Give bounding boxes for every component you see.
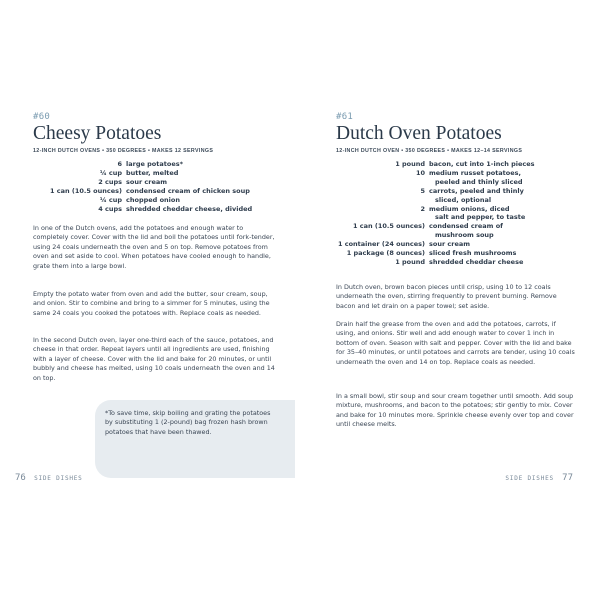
ingredient-amount: 10 xyxy=(415,168,425,177)
ingredient-item-continued: mushroom soup xyxy=(435,231,494,240)
section-name: SIDE DISHES xyxy=(505,475,554,482)
ingredient-amount xyxy=(295,213,425,222)
ingredient-row xyxy=(295,213,590,222)
instruction-paragraph: Drain half the grease from the oven and add the potatoes, carrots, if using, and onions. Stir well and add enough water to cover 1 inch in bottom of oven. Season with salt and pepper. Cover with the lid and bake for 35–40 minutes, or until potatoes and carrots are tender, using 10 coals underneath the oven and 14 on top. Replace coals as needed. xyxy=(336,320,575,366)
ingredient-amount: 1 can (10.5 ounces) xyxy=(352,222,425,231)
ingredient-item: sliced fresh mushrooms xyxy=(429,249,517,258)
ingredient-amount: ¼ cup xyxy=(99,195,122,204)
page-footer xyxy=(505,473,573,483)
recipe-number: #60 xyxy=(33,112,51,122)
ingredient-item: carrots, peeled and thinly xyxy=(429,186,524,195)
instruction-paragraph: Empty the potato water from oven and add the butter, sour cream, soup, and onion. Stir to combine and bring to a simmer for 5 minutes, using the same 24 coals you cooked the potatoes with. Replace coals as needed. xyxy=(33,290,270,317)
instruction-paragraph: In Dutch oven, brown bacon pieces until crisp, using 10 to 12 coals underneath the oven, stirring frequently to prevent burning. Remove bacon and let drain on a paper towel; set aside. xyxy=(336,283,557,310)
right-page xyxy=(295,0,590,590)
ingredient-amount: 1 container (24 ounces) xyxy=(337,240,425,249)
recipe-title: Cheesy Potatoes xyxy=(33,123,162,144)
ingredient-item-continued: peeled and thinly sliced xyxy=(435,177,523,186)
ingredient-list xyxy=(295,160,590,267)
ingredient-item: shredded cheddar cheese, divided xyxy=(126,204,253,213)
ingredient-row xyxy=(0,196,295,205)
ingredient-row xyxy=(295,249,590,258)
page-number: 77 xyxy=(562,473,573,483)
ingredient-row xyxy=(0,178,295,187)
ingredient-item: large potatoes* xyxy=(126,160,184,168)
ingredient-amount: 2 cups xyxy=(98,177,122,186)
ingredient-item: salt and pepper, to taste xyxy=(435,213,526,222)
recipe-subtitle: 12-INCH DUTCH OVEN • 350 DEGREES • MAKES 12–14 SERVINGS xyxy=(336,148,523,154)
ingredient-list xyxy=(0,160,295,213)
ingredient-item: bacon, cut into 1-inch pieces xyxy=(429,160,535,168)
ingredient-item: medium russet potatoes, xyxy=(429,168,522,177)
ingredient-item: sour cream xyxy=(126,177,168,186)
ingredient-amount: 5 xyxy=(420,186,425,195)
recipe-title: Dutch Oven Potatoes xyxy=(336,123,502,144)
instruction-paragraph: In one of the Dutch ovens, add the potatoes and enough water to completely cover. Cover with the lid and boil the potatoes until fork-tender, using 24 coals underneath the oven and 5 on top. Remove potatoes from oven and set aside to cool. When potatoes have cooled enough to handle, grate them into a large bowl. xyxy=(33,224,275,270)
ingredient-row xyxy=(295,240,590,249)
ingredient-row xyxy=(295,196,590,205)
ingredient-row xyxy=(295,205,590,214)
ingredient-item: chopped onion xyxy=(126,195,180,204)
section-name: SIDE DISHES xyxy=(34,475,83,482)
ingredient-item-continued: sliced, optional xyxy=(435,195,492,204)
ingredient-item: butter, melted xyxy=(126,168,179,177)
instruction-paragraph: In the second Dutch oven, layer one-third each of the sauce, potatoes, and cheese in that order. Repeat layers until all ingredients are used, finishing with a layer of cheese. Cover with the lid and bake for 20 minutes, or until bubbly and cheese has melted, using 10 coals underneath the oven and 14 on top. xyxy=(33,336,275,382)
ingredient-amount: 1 pound xyxy=(395,257,425,266)
recipe-number: #61 xyxy=(336,112,354,122)
ingredient-row xyxy=(295,187,590,196)
ingredient-row xyxy=(295,258,590,267)
page-footer xyxy=(15,473,83,483)
ingredient-amount: 1 pound xyxy=(395,160,425,168)
page-number: 76 xyxy=(15,473,26,483)
ingredient-amount: 4 cups xyxy=(98,204,122,213)
ingredient-amount: 1 package (8 ounces) xyxy=(346,249,425,258)
recipe-subtitle: 12-INCH DUTCH OVENS • 350 DEGREES • MAKES 12 SERVINGS xyxy=(33,148,214,154)
ingredient-item: sour cream xyxy=(429,240,471,249)
ingredient-row xyxy=(295,160,590,169)
ingredient-row xyxy=(295,178,590,187)
ingredient-item: condensed cream of chicken soup xyxy=(126,186,250,195)
tip-box xyxy=(95,400,295,478)
ingredient-row xyxy=(295,222,590,231)
ingredient-amount: 2 xyxy=(420,204,425,213)
ingredient-row xyxy=(0,205,295,214)
ingredient-row xyxy=(0,187,295,196)
ingredient-item: shredded cheddar cheese xyxy=(429,257,524,266)
ingredient-row xyxy=(0,169,295,178)
ingredient-row xyxy=(0,160,295,169)
instruction-paragraph: In a small bowl, stir soup and sour cream together until smooth. Add soup mixture, mushrooms, and bacon to the potatoes; stir gently to mix. Cover and bake for 10 minutes more. Sprinkle cheese evenly over top and cover until cheese melts. xyxy=(336,392,574,429)
ingredient-row xyxy=(295,169,590,178)
ingredient-amount: 1 can (10.5 ounces) xyxy=(49,186,122,195)
ingredient-amount: ¼ cup xyxy=(99,168,122,177)
ingredient-item: condensed cream of xyxy=(429,222,504,231)
ingredient-item: medium onions, diced xyxy=(429,204,510,213)
tip-text: *To save time, skip boiling and grating the potatoes by substituting 1 (2-pound) bag frozen hash brown potatoes that have been thawed. xyxy=(105,409,271,436)
ingredient-amount: 6 xyxy=(117,160,122,168)
ingredient-row xyxy=(295,231,590,240)
